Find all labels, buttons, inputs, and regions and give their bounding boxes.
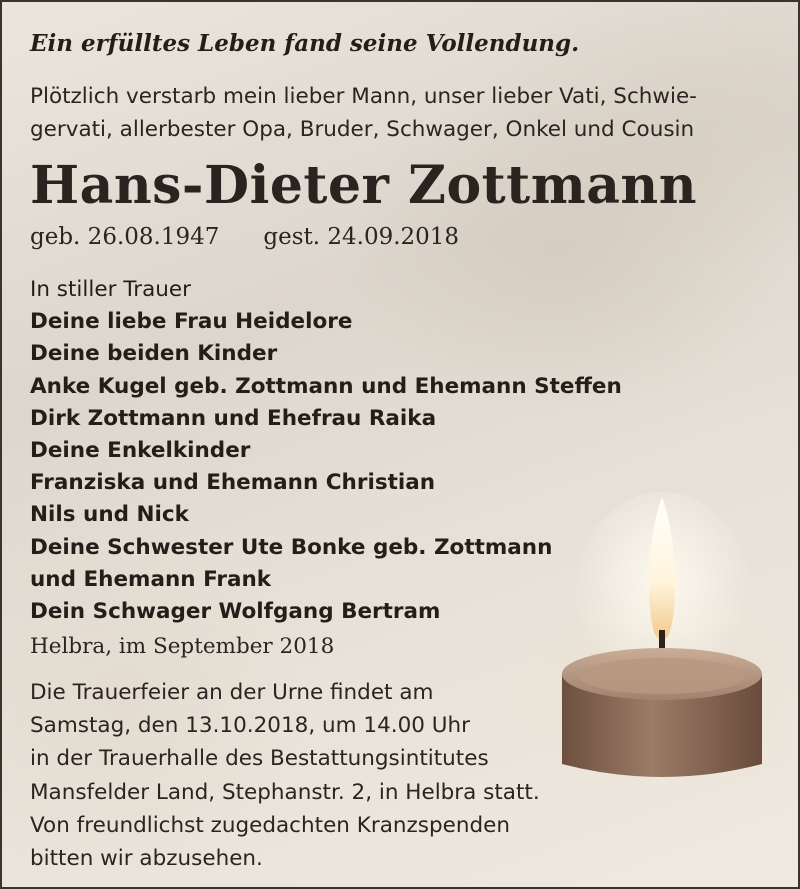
candle-icon xyxy=(542,482,782,782)
mourner-line: Deine liebe Frau Heidelore xyxy=(30,309,353,335)
mourner-line: Franziska und Ehemann Christian xyxy=(30,470,436,496)
ceremony-line: Mansfelder Land, Stephanstr. 2, in Helbra statt. xyxy=(30,779,540,805)
mourning-intro: In stiller Trauer xyxy=(30,277,191,302)
mourner-line: Deine Enkelkinder xyxy=(30,438,251,464)
ceremony-line: bitten wir abzusehen. xyxy=(30,846,263,872)
ceremony-line: in der Trauerhalle des Bestattungsintitutes xyxy=(30,746,489,772)
intro-line: Plötzlich verstarb mein lieber Mann, unser lieber Vati, Schwie- xyxy=(30,84,697,109)
birth-date: geb. 26.08.1947 xyxy=(30,224,220,250)
intro-line: gervati, allerbester Opa, Bruder, Schwager, Onkel und Cousin xyxy=(30,117,695,142)
ceremony-info xyxy=(30,676,540,875)
place-date: Helbra, im September 2018 xyxy=(30,634,335,659)
mourner-line: Nils und Nick xyxy=(30,502,189,528)
candle-pool xyxy=(578,658,746,694)
mourner-line: Dirk Zottmann und Ehefrau Raika xyxy=(30,405,437,431)
mourner-line: Dein Schwager Wolfgang Bertram xyxy=(30,599,441,625)
motto-heading: Ein erfülltes Leben fand seine Vollendung. xyxy=(30,30,580,57)
ceremony-line: Von freundlichst zugedachten Kranzspenden xyxy=(30,812,510,838)
mourner-line: Anke Kugel geb. Zottmann und Ehemann Steffen xyxy=(30,373,622,399)
ceremony-line: Samstag, den 13.10.2018, um 14.00 Uhr xyxy=(30,713,470,739)
death-date: gest. 24.09.2018 xyxy=(263,224,460,250)
life-dates xyxy=(30,224,459,250)
mourner-line: Deine beiden Kinder xyxy=(30,341,278,367)
mourners-list xyxy=(30,274,622,628)
ceremony-line: Die Trauerfeier an der Urne findet am xyxy=(30,680,434,705)
deceased-name: Hans-Dieter Zottmann xyxy=(30,155,698,216)
mourner-line: Deine Schwester Ute Bonke geb. Zottmann xyxy=(30,534,553,560)
mourner-line: und Ehemann Frank xyxy=(30,566,272,592)
intro-text xyxy=(30,80,697,146)
